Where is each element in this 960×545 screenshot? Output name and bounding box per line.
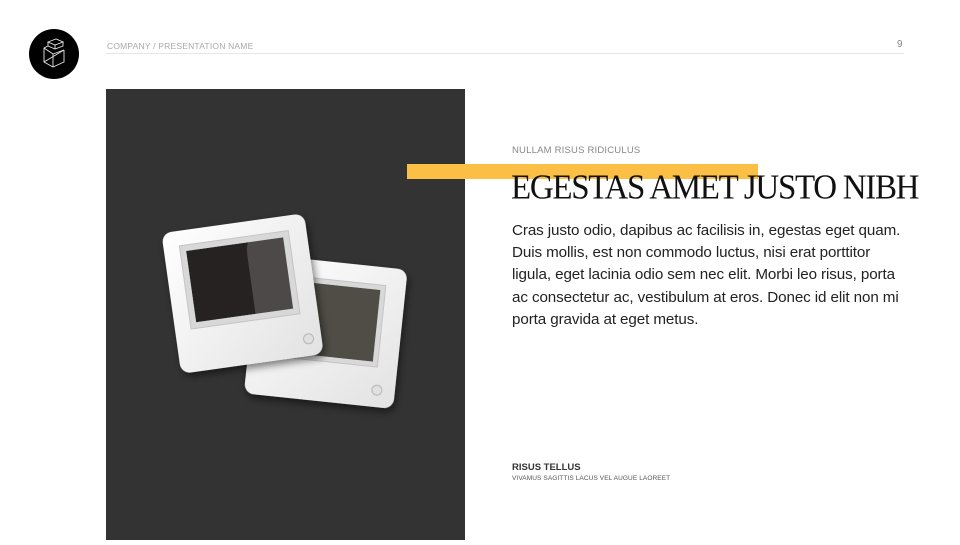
body-paragraph: Cras justo odio, dapibus ac facilisis in, egestas eget quam. Duis mollis, est non commodo luctus, nisi erat porttitor ligula, eget lacinia odio sem nec elit. Morbi leo risus, porta ac consectetur ac, vestibulum at eros. Donec id elit non mi porta gravida at eget metus. [512, 222, 901, 328]
company-logo [29, 29, 79, 79]
slide-title: EGESTAS AMET JUSTO NIBH [511, 169, 919, 207]
page-number: 9 [897, 39, 903, 50]
eyebrow-label: NULLAM RISUS RIDICULUS [512, 145, 641, 156]
footer-subtitle: VIVAMUS SAGITTIS LACUS VEL AUGUE LAOREET [512, 475, 671, 482]
isometric-cube-logo-icon [39, 38, 69, 70]
header-divider [106, 53, 904, 54]
photo-slides-image [106, 89, 465, 540]
footer-title: RISUS TELLUS [512, 462, 581, 473]
breadcrumb: COMPANY / PRESENTATION NAME [107, 41, 254, 51]
